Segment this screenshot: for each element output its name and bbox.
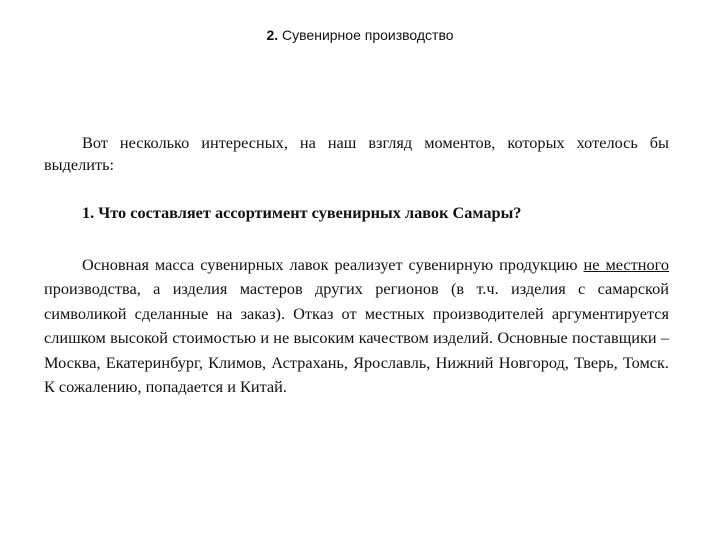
answer-text-start: Основная масса сувенирных лавок реализует сувенирную продукцию (82, 255, 584, 274)
underlined-ne: не (583, 255, 600, 274)
title-number: 2. (266, 27, 279, 43)
underlined-local: местного (605, 255, 669, 274)
question-heading: 1. Что составляет ассортимент сувенирных лавок Самары? (82, 203, 522, 222)
answer-paragraph (44, 253, 669, 399)
slide-title (0, 27, 720, 43)
answer-text-end: производства, а изделия мастеров других регионов (в т.ч. изделия с самарской символикой сделанные на заказ). Отказ от местных производителей аргументируется слишком высокой стоимостью и не высоким качеством изделий. Основные поставщики – Москва, Екатеринбург, Климов, Астрахань, Ярославль, Нижний Новгород, Тверь, Томск. К сожалению, попадается и Китай. (44, 279, 669, 397)
intro-paragraph: Вот несколько интересных, на наш взгляд моментов, которых хотелось бы выделить: (44, 133, 669, 174)
title-text: Сувенирное производство (282, 27, 454, 43)
